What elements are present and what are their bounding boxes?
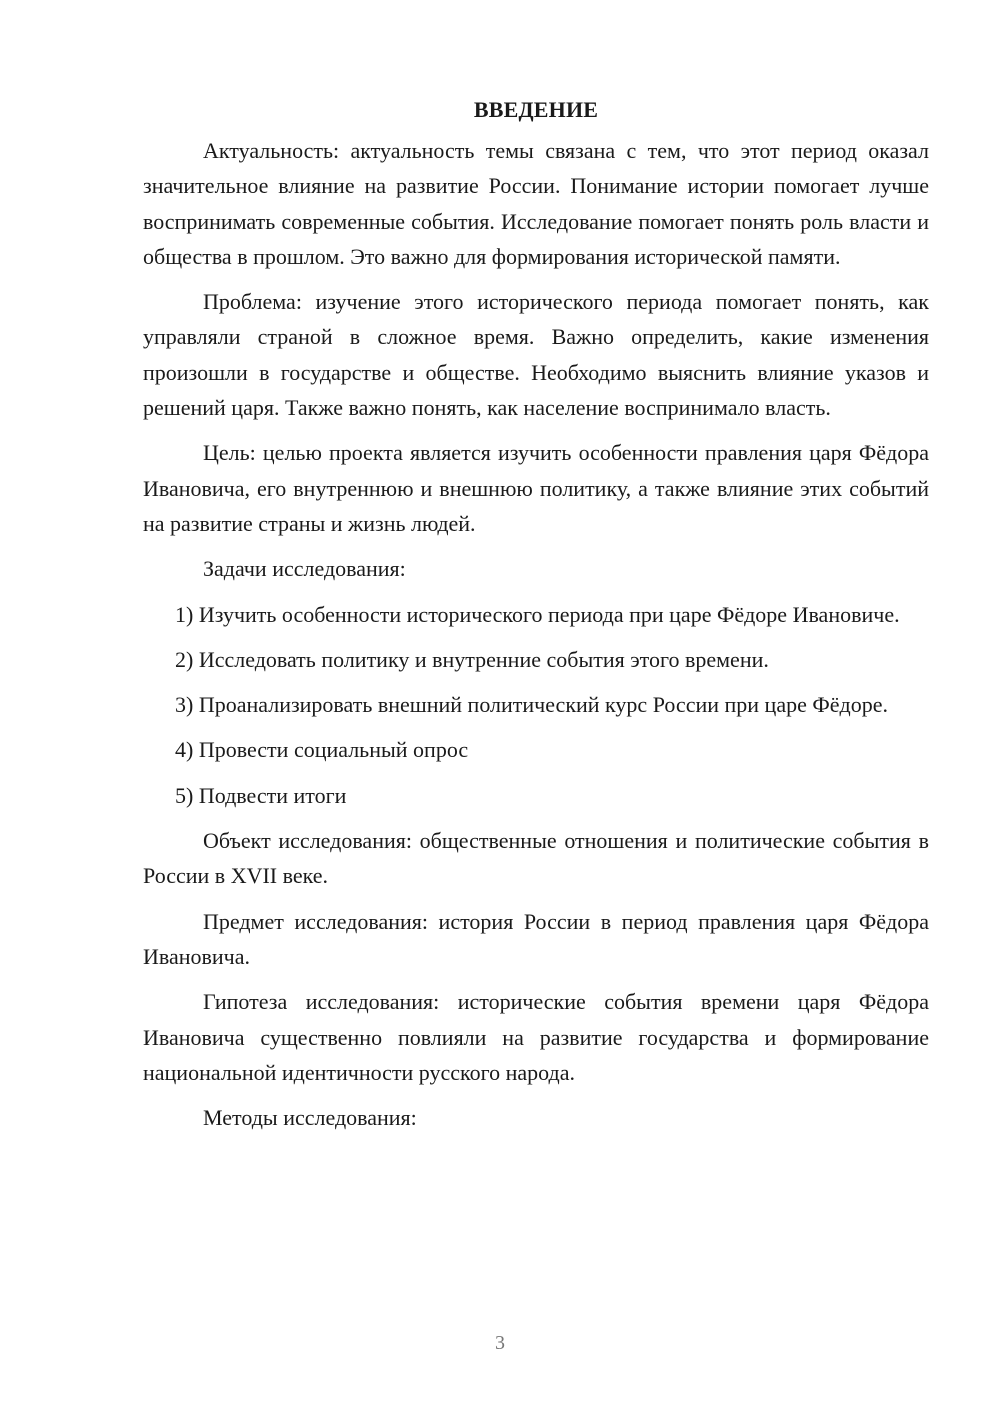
task-item-1: 1) Изучить особенности исторического периода при царе Фёдоре Ивановиче. bbox=[175, 601, 900, 627]
paragraph-tasks-heading: Задачи исследования: bbox=[203, 556, 406, 582]
paragraph-goal: Цель: целью проекта является изучить особенности правления царя Фёдора Ивановича, его внутреннюю и внешнюю политику, а также влияние этих событий на развитие страны и жизнь людей. bbox=[143, 440, 929, 536]
paragraph-relevance: Актуальность: актуальность темы связана с тем, что этот период оказал значительное влияние на развитие России. Понимание истории помогает лучше воспринимать современные события. Исследование помогает понять роль власти и общества в прошлом. Это важно для формирования исторической памяти. bbox=[143, 138, 929, 269]
task-item-5: 5) Подвести итоги bbox=[175, 782, 347, 808]
paragraph-subject: Предмет исследования: история России в период правления царя Фёдора Ивановича. bbox=[143, 908, 929, 969]
task-item-4: 4) Провести социальный опрос bbox=[175, 737, 469, 763]
page-number: 3 bbox=[495, 1332, 505, 1354]
task-item-3: 3) Проанализировать внешний политический курс России при царе Фёдоре. bbox=[175, 692, 888, 718]
paragraph-hypothesis: Гипотеза исследования: исторические события времени царя Фёдора Ивановича существенно повлияли на развитие государства и формирование национальной идентичности русского народа. bbox=[143, 989, 929, 1085]
task-item-2: 2) Исследовать политику и внутренние события этого времени. bbox=[175, 646, 769, 672]
page-title: ВВЕДЕНИЕ bbox=[473, 97, 599, 122]
paragraph-problem: Проблема: изучение этого исторического периода помогает понять, как управляли страной в сложное время. Важно определить, какие изменения произошли в государстве и обществе. Необходимо выяснить влияние указов и решений царя. Также важно понять, как население воспринимало власть. bbox=[143, 289, 929, 421]
paragraph-methods: Методы исследования: bbox=[203, 1105, 417, 1131]
paragraph-object: Объект исследования: общественные отношения и политические события в России в XVII веке. bbox=[143, 828, 929, 889]
document-page bbox=[143, 92, 929, 1145]
